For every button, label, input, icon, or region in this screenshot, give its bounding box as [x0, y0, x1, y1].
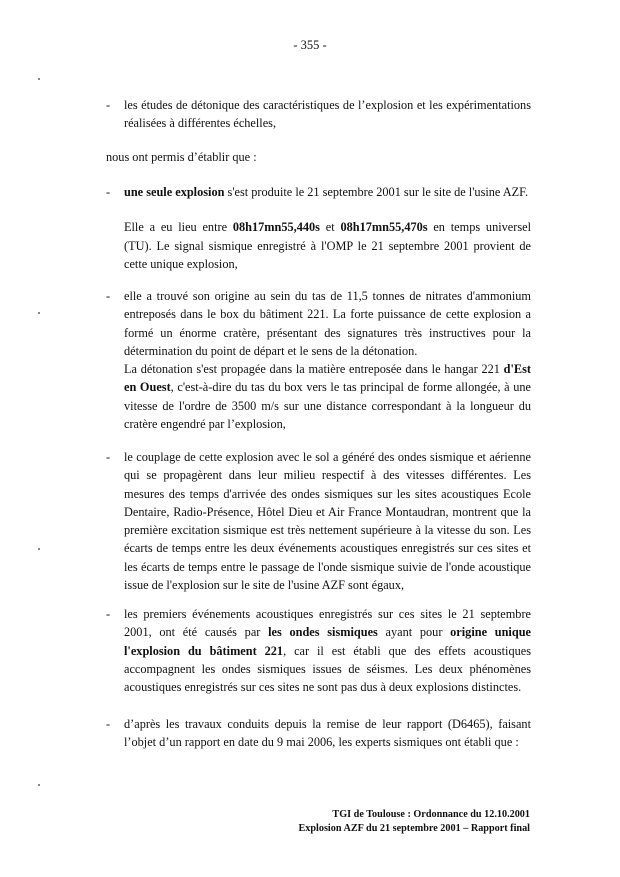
lead-in-text: nous ont permis d’établir que :	[106, 150, 257, 164]
page-number: - 355 -	[293, 38, 327, 52]
bullet-dash: -	[106, 289, 111, 303]
events-bold-seismic: les ondes sismiques	[268, 625, 378, 640]
origin-text-2	[124, 360, 531, 433]
origin-text-1: elle a trouvé son origine au sein du tas de 11,5 tonnes de nitrates d'ammonium entreposés dans le box du bâtiment 221. La forte puissance de cette explosion a formé un énorme cratère, présentant des signatures très instructives pour la détermination du point de départ et le sens de la détonation.	[124, 289, 531, 358]
origin-direction: d'Est en Ouest	[124, 362, 531, 395]
coupling-text: le couplage de cette explosion avec le sol a généré des ondes sismique et aérienne qui se propagèrent dans leur milieu respectif à des vitesses différentes. Les mesures des temps d'arrivée des ondes sismiques sur les sites acoustiques Ecole Dentaire, Radio-Présence, Hôtel Dieu et Air France Montaudran, montrent que la première excitation sismique est très nettement supérieure à la vitesse du son. Les écarts de temps entre les deux événements acoustiques enregistrés sur ces sites et les écarts de temps entre le passage de l'onde sismique suivie de l'onde acoustique issue de l'explosion sur le site de l'usine AZF sont égaux,	[124, 450, 531, 593]
scan-speck	[38, 548, 40, 550]
scan-speck	[38, 78, 40, 80]
bullet-dash: -	[106, 607, 111, 621]
footer-line-1: TGI de Toulouse : Ordonnance du 12.10.2001	[332, 809, 530, 820]
footer-line-2: Explosion AZF du 21 septembre 2001 – Rapport final	[298, 822, 530, 834]
list-item-coupling	[106, 448, 531, 594]
events-pre: les premiers événements acoustiques enregistrés sur ces sites le 21 septembre 2001, ont été causés par	[124, 607, 531, 640]
experts-text: d’après les travaux conduits depuis la remise de leur rapport (D6465), faisant l’objet d’un rapport en date du 9 mai 2006, les experts sismiques ont établi que :	[124, 717, 531, 750]
time-mid: et	[319, 220, 341, 235]
page-footer	[298, 808, 530, 835]
bullet-dash: -	[106, 185, 111, 199]
time-pre: Elle a eu lieu entre	[124, 220, 233, 235]
list-item-acoustic-events	[106, 605, 531, 696]
events-bold-origin: origine unique l'explosion du bâtiment 221	[124, 625, 531, 658]
bold-single-explosion: une seule explosion	[124, 185, 225, 199]
list-item-text: les études de détonique des caractéristiques de l’explosion et les expérimentations réalisées à différentes échelles,	[124, 98, 531, 131]
events-post: , car il est établi que des effets acoustiques accompagnent les ondes sismiques issues de séismes. Les deux phénomènes acoustiques enregistrés sur ces sites ne sont pas dus à deux explosions distinctes.	[124, 643, 531, 695]
scan-speck	[38, 784, 40, 786]
origin-text-2-pre: La détonation s'est propagée dans la matière entreposée dans le hangar 221	[124, 362, 504, 377]
origin-text-2-post: , c'est-à-dire du tas du box vers le tas principal de forme allongée, à une vitesse de l'ordre de 3500 m/s sur une distance correspondant à la longueur du cratère engendré par l’explosion,	[124, 380, 531, 432]
scan-speck	[38, 312, 40, 314]
events-mid: ayant pour	[377, 625, 451, 640]
list-item-single-explosion	[106, 183, 531, 273]
time-paragraph	[124, 218, 531, 273]
bullet-dash: -	[106, 717, 111, 731]
list-item-origin	[106, 287, 531, 433]
bullet-dash: -	[106, 98, 111, 112]
time-b: 08h17mn55,470s	[340, 220, 428, 235]
time-post: en temps universel (TU). Le signal sismique enregistré à l'OMP le 21 septembre 2001 provient de cette unique explosion,	[124, 220, 531, 271]
bullet-dash: -	[106, 450, 111, 464]
list-item-detonics	[106, 96, 531, 133]
list-item-experts	[106, 715, 531, 752]
time-a: 08h17mn55,440s	[232, 220, 320, 235]
single-explosion-text: s'est produite le 21 septembre 2001 sur le site de l'usine AZF.	[224, 185, 529, 199]
